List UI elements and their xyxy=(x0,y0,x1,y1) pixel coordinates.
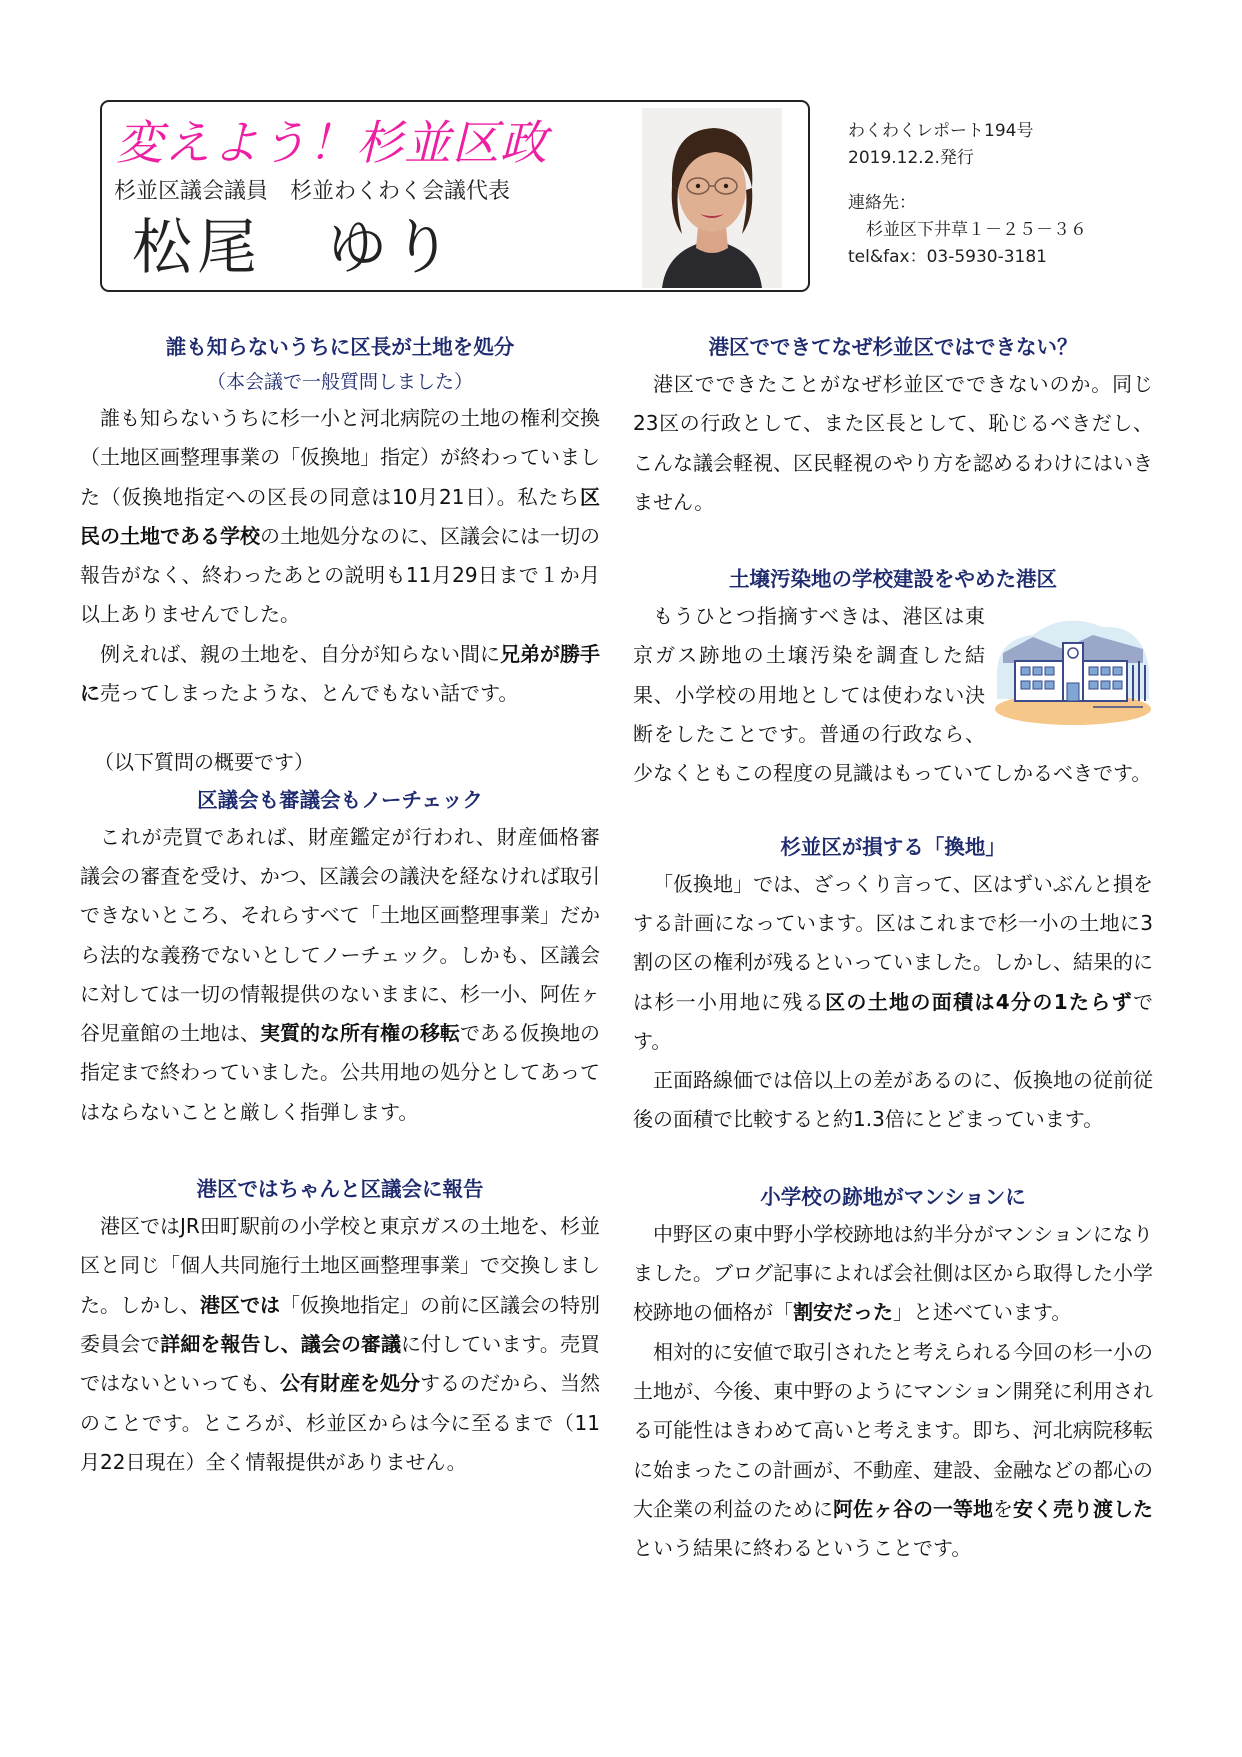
report-date: 2019.12.2.発行 xyxy=(848,148,974,168)
section-heading: 杉並区が損する「換地」 xyxy=(780,834,1006,859)
section-heading: 誰も知らないうちに区長が土地を処分 xyxy=(165,335,515,359)
paragraph: 誰も知らないうちに杉一小と河北病院の土地の権利交換（土地区画整理事業の「仮換地」指定）が終わっていました（仮換地指定への区長の同意は10月21日）。私たち区民の土地である学校の土地処分なのに、区議会には一切の報告がなく、終わったあとの説明も11月29日まで１か月以上ありませんでした。 xyxy=(80,406,600,627)
report-meta xyxy=(848,118,1087,271)
report-number: わくわくレポート194号 xyxy=(848,121,1034,141)
paragraph: これが売買であれば、財産鑑定が行われ、財産価格審議会の審査を受け、かつ、区議会の議決を経なければ取引できないところ、それらすべて「土地区画整理事業」だから法的な義務でないとしてノーチェック。しかも、区議会に対しては一切の情報提供のないままに、杉一小、阿佐ヶ谷児童館の土地は、実質的な所有権の移転である仮換地の指定まで終わっていました。公共用地の処分としてあってはならないことと厳しく指弾します。 xyxy=(80,824,600,1124)
school-building-illustration xyxy=(993,609,1153,727)
author-photo xyxy=(642,108,782,288)
section-heading: 港区でできてなぜ杉並区ではできない？ xyxy=(708,335,1078,359)
contact-address: 杉並区下井草１－２５－３６ xyxy=(866,220,1087,240)
section-heading: 区議会も審議会もノーチェック xyxy=(197,787,483,812)
paragraph: 港区ではJR田町駅前の小学校と東京ガスの土地を、杉並区と同じ「個人共同施行土地区画整理事業」で交換しました。しかし、港区では「仮換地指定」の前に区議会の特別委員会で詳細を報告し、議会の審議に付しています。売買ではないといっても、公有財産を処分するのだから、当然のことです。ところが、杉並区からは今に至るまで（11月22日現在）全く情報提供がありません。 xyxy=(80,1214,601,1474)
paragraph: もうひとつ指摘すべきは、港区は東京ガス跡地の土壌汚染を調査した結果、小学校の用地としては使わない決断をしたことです。普通の行政なら、少なくともこの程度の見識はもっていてしかるべきです。 xyxy=(633,604,1152,786)
paragraph: 正面路線価では倍以上の差があるのに、仮換地の従前従後の面積で比較すると約1.3倍にとどまっています。 xyxy=(633,1068,1153,1132)
contact-phone: tel&fax：03-5930-3181 xyxy=(848,247,1047,267)
author-name: 松尾 ゆり xyxy=(132,213,457,283)
section-heading: 港区ではちゃんと区議会に報告 xyxy=(196,1177,484,1202)
paragraph: 例えれば、親の土地を、自分が知らない間に兄弟が勝手に売ってしまったような、とんでもない話です。 xyxy=(80,641,600,706)
paragraph: 相対的に安値で取引されたと考えられる今回の杉一小の土地が、今後、東中野のようにマンション開発に利用される可能性はきわめて高いと考えます。即ち、河北病院移転に始まったこの計画が、不動産、建設、金融などの都心の大企業の利益のために阿佐ヶ谷の一等地を安く売り渡したという結果に終わるということです。 xyxy=(633,1339,1153,1561)
section-heading: 小学校の跡地がマンションに xyxy=(760,1184,1026,1209)
right-column xyxy=(633,330,1153,1568)
section-heading: 土壌汚染地の学校建設をやめた港区 xyxy=(729,567,1057,592)
note-text: （以下質問の概要です） xyxy=(94,750,314,775)
paragraph: 港区でできたことがなぜ杉並区でできないのか。同じ23区の行政として、また区長として、恥じるべきだし、こんな議会軽視、区民軽視のやり方を認めるわけにはいきません。 xyxy=(633,372,1153,514)
contact-label: 連絡先： xyxy=(848,193,916,213)
header-box xyxy=(100,100,810,292)
left-column xyxy=(80,330,600,1482)
newsletter-title: 変えよう！杉並区政 xyxy=(116,116,548,171)
paragraph: 中野区の東中野小学校跡地は約半分がマンションになりました。ブログ記事によれば会社側は区から取得した小学校跡地の価格が「割安だった」と述べています。 xyxy=(633,1221,1153,1325)
paragraph: 「仮換地」では、ざっくり言って、区はずいぶんと損をする計画になっています。区はこれまで杉一小の土地に3割の区の権利が残るといっていました。しかし、結果的には杉一小用地に残る区の土地の面積は4分の1たらずです。 xyxy=(633,871,1153,1053)
author-role: 杉並区議会議員 杉並わくわく会議代表 xyxy=(114,179,511,204)
section-subheading: （本会議で一般質問しました） xyxy=(206,371,473,393)
